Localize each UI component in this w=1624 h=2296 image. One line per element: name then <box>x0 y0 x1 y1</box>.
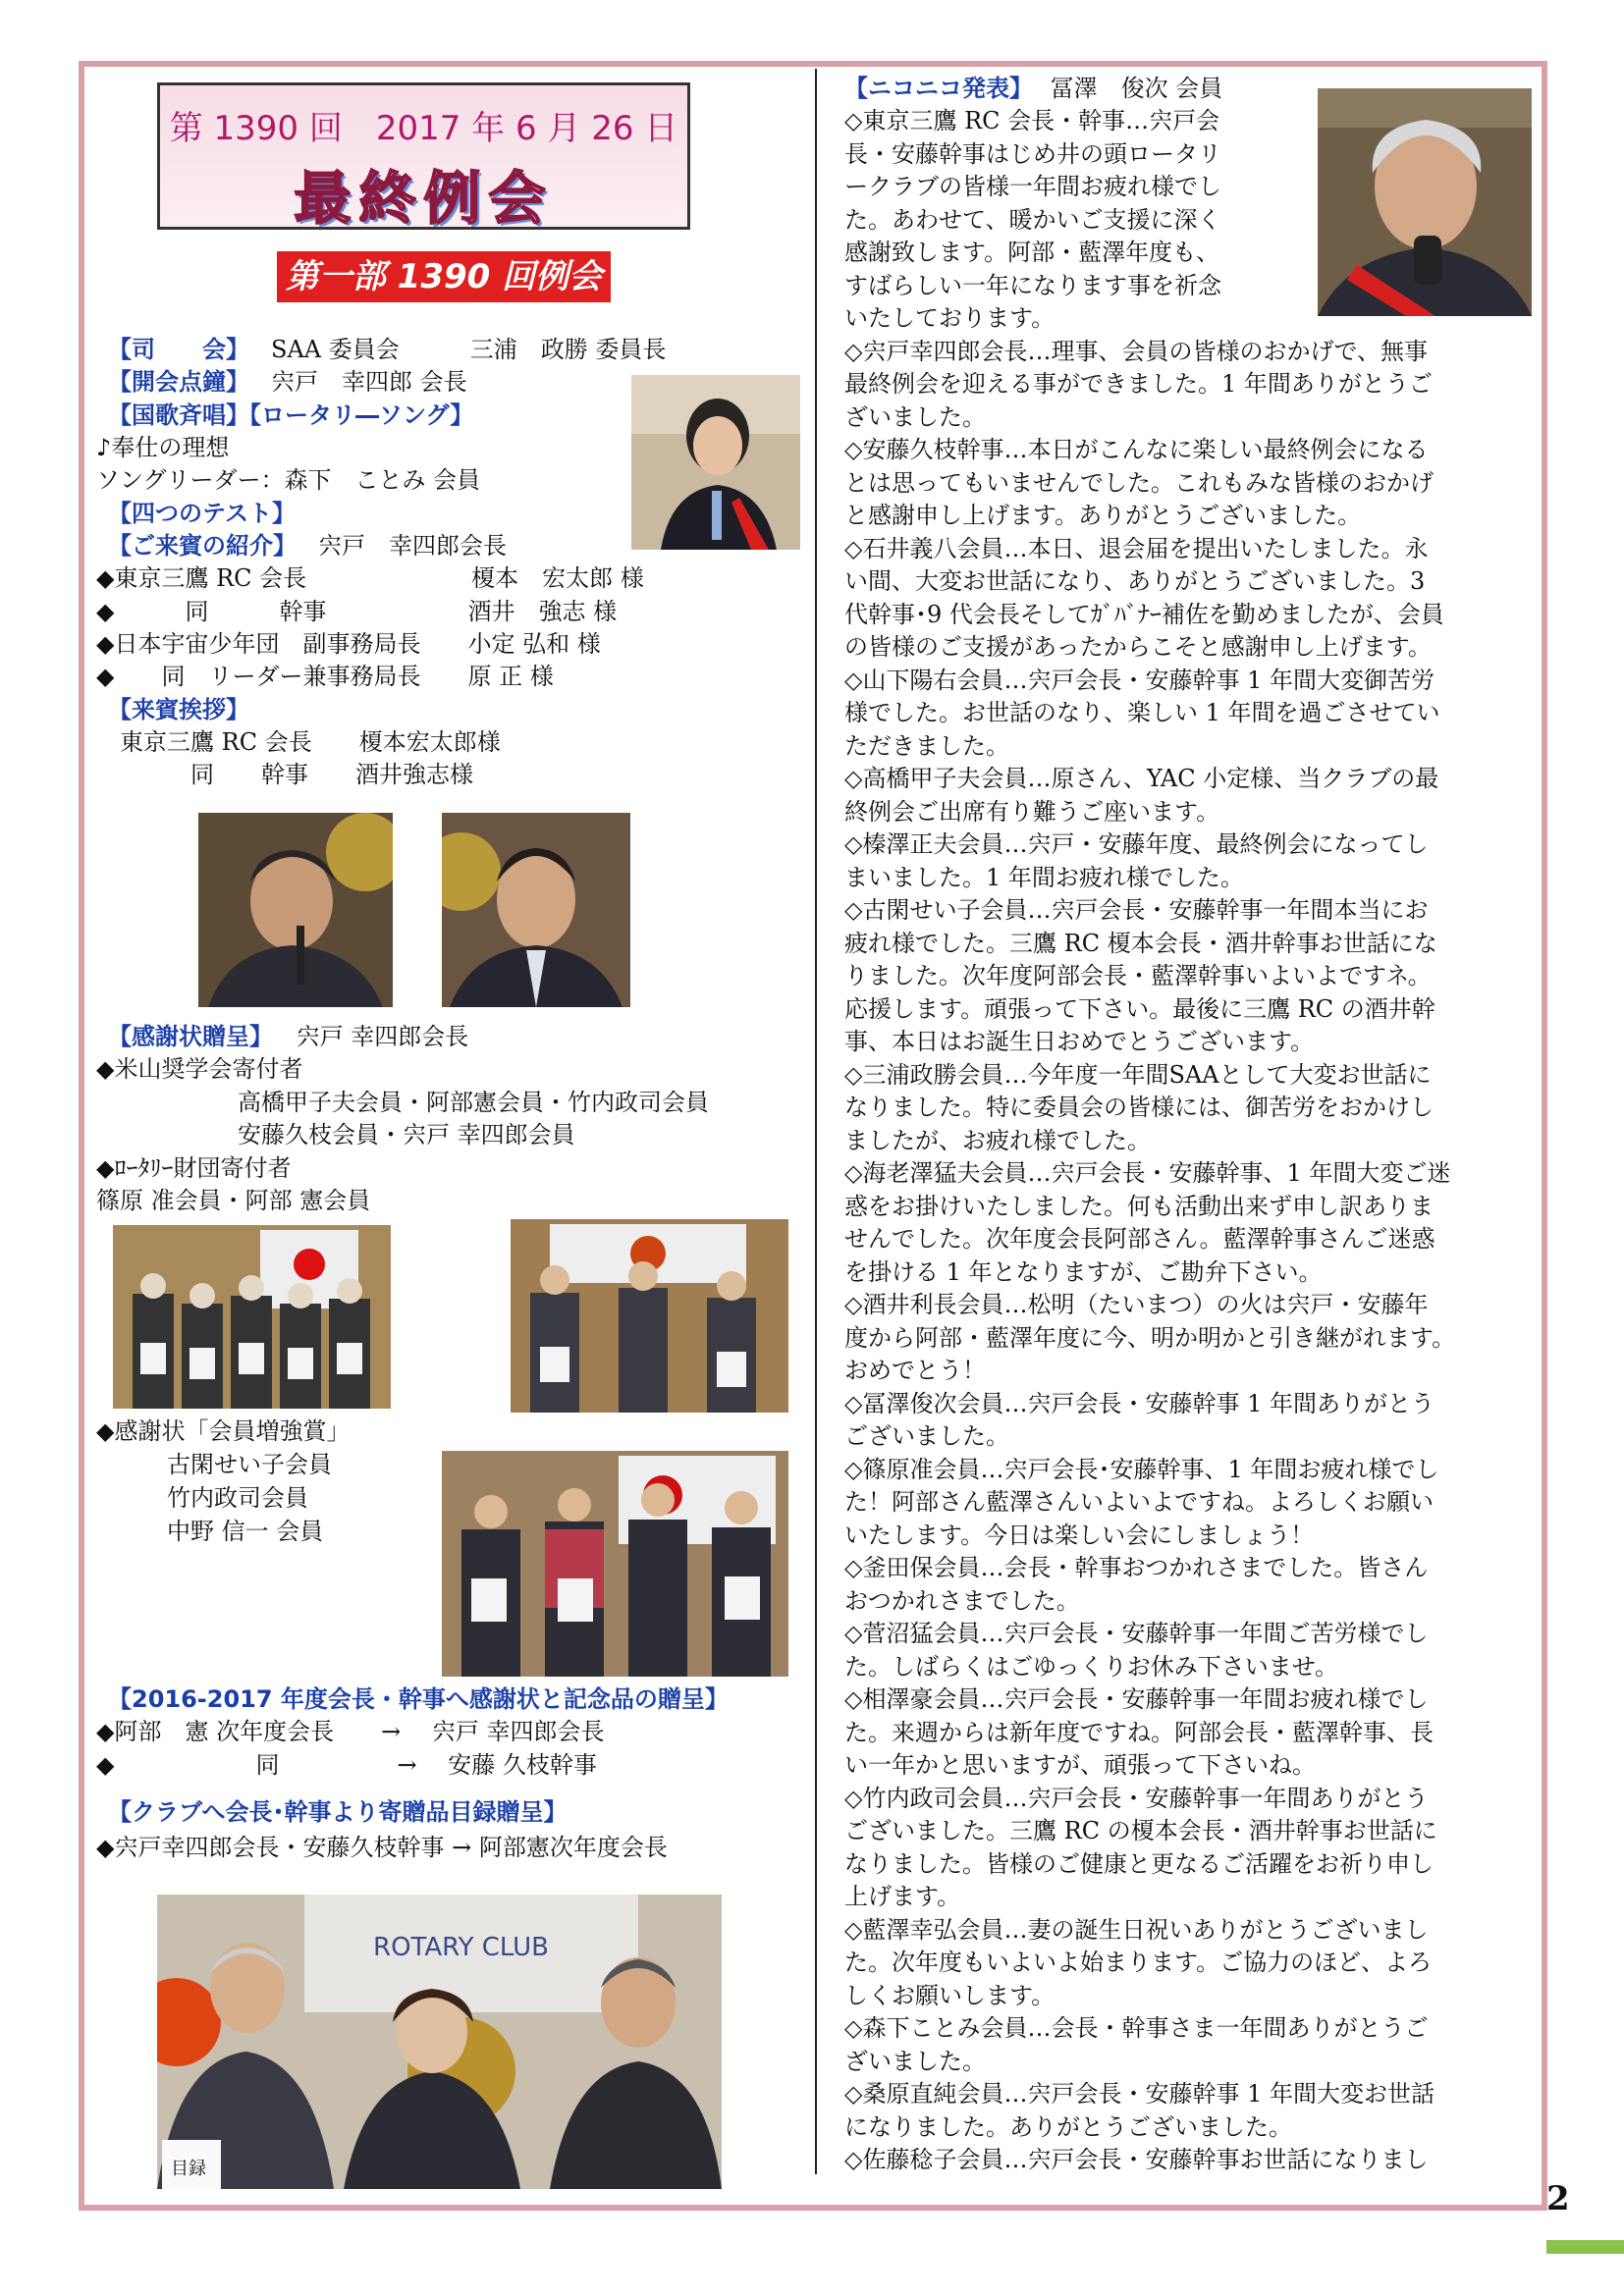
niko-message-line: 長・安藤幹事はじめ井の頭ロータリ <box>844 139 1221 168</box>
meeting-date: 第 1390 回 2017 年 6 月 26 日 <box>169 109 678 148</box>
program-line <box>96 661 554 692</box>
niko-message-line: 上げます。 <box>844 1883 961 1910</box>
club-gift-heading: 【クラブへ会長･幹事より寄贈品目録贈呈】 <box>108 1798 568 1826</box>
niko-message-line: 惑をお掛けいたしました。何も活動出来ず申し訳ありま <box>844 1192 1434 1220</box>
niko-message-line: りました。次年度阿部会長・藍澤幹事いよいよですネ。 <box>844 962 1432 989</box>
niko-message-line: ◇海老澤猛夫会員…宍戸会長・安藤幹事、1 年間大変ご迷 <box>844 1159 1451 1187</box>
meeting-title-box <box>157 82 690 230</box>
niko-message-line: なりました。皆様のご健康と更なるご活躍をお祈り申し <box>844 1849 1434 1878</box>
membership-row <box>96 1482 308 1514</box>
niko-message-line: ◇石井義八会員…本日、退会届を提出いたしました。永 <box>844 534 1429 562</box>
membership-line: ◆感謝状「会員増強賞」 <box>96 1417 351 1445</box>
program-line <box>96 596 617 627</box>
award-row <box>96 1119 575 1150</box>
niko-message-line: た。あわせて、暖かいご支援に深く <box>844 205 1221 234</box>
niko-message-line: 終例会ご出席有り難うご座います。 <box>844 797 1220 826</box>
membership-line: 竹内政司会員 <box>96 1484 308 1512</box>
niko-message-line: おつかれさまでした。 <box>844 1586 1080 1615</box>
award-row <box>96 1152 291 1184</box>
program-line <box>96 726 501 758</box>
niko-message-line: ざいました。 <box>844 2047 986 2075</box>
gift-row <box>96 1716 604 1747</box>
program-line <box>96 759 473 790</box>
gift-catalog-text: 目録 <box>171 2159 206 2179</box>
gift-line: ◆ 同 → 安藤 久枝幹事 <box>96 1751 597 1779</box>
membership-line: 中野 信一 会員 <box>96 1518 324 1545</box>
program-line <box>96 628 601 660</box>
program-label: 【国歌斉唱】【ロータリ―ソング】 <box>108 401 474 429</box>
program-text: ◆日本宇宙少年団 副事務局長 小定 弘和 様 <box>96 630 601 658</box>
rotary-club-banner-text: ROTARY CLUB <box>373 1933 549 1962</box>
award-presenter: 宍戸 幸四郎会長 <box>296 1023 469 1050</box>
niko-message-line: の皆様のご支援があったからこそと感謝申し上げます。 <box>844 633 1432 661</box>
niko-message-line: た。次年度もいよいよ始まります。ご協力のほど、よろ <box>844 1949 1433 1976</box>
membership-row <box>96 1516 323 1547</box>
award-heading-row <box>108 1021 468 1052</box>
program-label: 【司 会】 <box>108 336 249 363</box>
niko-message-line: なりました。特に委員会の皆様には、御苦労をおかけし <box>844 1094 1434 1121</box>
niko-presenter: 冨澤 俊次 会員 <box>1050 75 1223 102</box>
gift-presentation-photo <box>157 1895 722 2189</box>
niko-message-line: た。来週からは新年度ですね。阿部会長・藍澤幹事、長 <box>844 1718 1434 1746</box>
program-text: ◆ 同 リーダー兼事務局長 原 正 様 <box>96 663 554 690</box>
niko-message-line: ◇高橋甲子夫会員…原さん、YAC 小定様、当クラブの最 <box>844 765 1439 792</box>
award-row <box>96 1087 709 1118</box>
page-number-bar <box>1546 2240 1624 2254</box>
program-label: 【開会点鐘】 <box>108 368 249 396</box>
part1-heading: 第一部 1390 回例会 <box>277 251 611 302</box>
program-text: ◆東京三鷹 RC 会長 榎本 宏太郎 様 <box>96 564 644 592</box>
gift-line: ◆阿部 憲 次年度会長 → 宍戸 幸四郎会長 <box>96 1718 605 1745</box>
program-text: 宍戸 幸四郎 会長 <box>271 368 467 396</box>
award-heading: 【感謝状贈呈】 <box>108 1023 273 1050</box>
yoneyama-donors-photo <box>113 1225 391 1409</box>
niko-message-line: ざいました。 <box>844 402 986 431</box>
niko-heading-row <box>844 73 1222 106</box>
gift-row <box>96 1749 597 1781</box>
niko-message-line: ◇釜田保会員…会長・幹事おつかれさまでした。皆さん <box>844 1554 1429 1581</box>
niko-message-line: ◇桑原直純会員…宍戸会長・安藤幹事 1 年間大変お世話 <box>844 2080 1435 2108</box>
membership-line: 古閑せい子会員 <box>96 1451 332 1478</box>
niko-message-line: 感謝致します。阿部・藍澤年度も、 <box>844 239 1220 266</box>
niko-heading: 【ニコニコ発表】 <box>844 75 1033 102</box>
niko-message-line: ましたが、お疲れ様でした。 <box>844 1126 1151 1154</box>
song-leader-photo <box>631 375 800 550</box>
niko-message-line: ◇相澤豪会員…宍戸会長・安藤幹事一年間お疲れ様でし <box>844 1685 1429 1713</box>
niko-message-line: 最終例会を迎える事ができました。1 年間ありがとうご <box>844 370 1433 398</box>
niko-message-line: ◇篠原准会員…宍戸会長･安藤幹事、1 年間お疲れ様でし <box>844 1455 1439 1483</box>
niko-message-line: 疲れ様でした。三鷹 RC 榎本会長・酒井幹事お世話にな <box>844 929 1437 957</box>
program-line <box>108 334 666 365</box>
page-number: 2 <box>1546 2179 1570 2218</box>
niko-message-line: とは思ってもいませんでした。これもみな皆様のおかげ <box>844 468 1434 497</box>
niko-message-line: ◇三浦政勝会員…今年度一年間SAAとして大変お世話に <box>844 1060 1432 1089</box>
niko-message-line: た。しばらくはごゆっくりお休み下さいませ。 <box>844 1652 1339 1681</box>
program-line <box>96 464 480 496</box>
niko-message-line: ◇菅沼猛会員…宍戸会長・安藤幹事一年間ご苦労様でし <box>844 1620 1429 1647</box>
niko-message-line: ◇森下ことみ会員…会長・幹事さま一年間ありがとうご <box>844 2014 1429 2042</box>
column-divider <box>815 69 817 2174</box>
niko-message-line: ◇榛澤正夫会員…宍戸・安藤年度、最終例会になってし <box>844 830 1429 858</box>
program-label: 【四つのテスト】 <box>108 500 297 527</box>
award-line: 安藤久枝会員・宍戸 幸四郎会員 <box>96 1121 575 1148</box>
club-gift-line: ◆宍戸幸四郎会長・安藤久枝幹事 → 阿部憲次年度会長 <box>96 1834 668 1861</box>
niko-message-line: い間、大変お世話になり、ありがとうございました。3 <box>844 567 1426 595</box>
award-line: 高橋甲子夫会員・阿部憲会員・竹内政司会員 <box>96 1089 709 1116</box>
program-text: 東京三鷹 RC 会長 榎本宏太郎様 <box>96 728 501 756</box>
niko-message-line: ◇東京三鷹 RC 会長・幹事…宍戸会 <box>844 107 1220 134</box>
foundation-donors-photo <box>511 1219 788 1413</box>
niko-message-line: せんでした。次年度会長阿部さん。藍澤幹事さんご迷惑 <box>844 1225 1435 1253</box>
membership-row <box>96 1415 350 1447</box>
niko-message-line: になりました。ありがとうございました。 <box>844 2112 1292 2141</box>
program-text: ◆ 同 幹事 酒井 強志 様 <box>96 598 618 625</box>
membership-award-photo <box>442 1451 788 1677</box>
niko-message-line: ◇安藤久枝幹事…本日がこんなに楽しい最終例会になる <box>844 436 1429 463</box>
niko-message-line: ◇佐藤稔子会員…宍戸会長・安藤幹事お世話になりまし <box>844 2146 1429 2173</box>
program-text: SAA 委員会 三浦 政勝 委員長 <box>271 336 667 363</box>
niko-message-line: ◇宍戸幸四郎会長…理事、会員の皆様のおかげで、無事 <box>844 337 1428 365</box>
gift-heading: 【2016-2017 年度会長・幹事へ感謝状と記念品の贈呈】 <box>108 1685 729 1713</box>
niko-message-line: ございました。 <box>844 1422 1009 1450</box>
niko-message-line: 様でした。お世話のなり、楽しい 1 年間を過ごさせてい <box>844 699 1440 726</box>
niko-message-line: ただきました。 <box>844 731 1009 760</box>
niko-message-line: た！阿部さん藍澤さんいよいよですね。よろしくお願い <box>844 1488 1434 1516</box>
program-line <box>108 400 473 431</box>
niko-message-line: 代幹事･9 代会長そしてｶﾞﾊﾞﾅｰ補佐を勤めましたが、会員 <box>844 600 1444 628</box>
program-line <box>108 498 296 529</box>
niko-message-line: ークラブの皆様一年間お疲れ様でし <box>844 173 1221 200</box>
award-row <box>96 1053 302 1085</box>
niko-message-line: まいました。1 年間お疲れ様でした。 <box>844 863 1244 891</box>
program-line <box>96 562 644 594</box>
program-line <box>108 530 507 561</box>
membership-row <box>96 1449 332 1480</box>
niko-message-line: すばらしい一年になります事を祈念 <box>844 271 1221 299</box>
niko-message-line: と感謝申し上げます。ありがとうございました。 <box>844 502 1362 529</box>
program-text: 宍戸 幸四郎会長 <box>318 532 507 560</box>
award-row <box>96 1185 370 1216</box>
program-label: 【ご来賓の紹介】 <box>108 532 297 560</box>
program-text: 同 幹事 酒井強志様 <box>96 761 473 788</box>
niko-message-line: いたしております。 <box>844 304 1056 332</box>
niko-message-line: 応援します。頑張って下さい。最後に三鷹 RC の酒井幹 <box>844 994 1435 1023</box>
niko-message-line: い一年かと思いますが、頑張って下さいね。 <box>844 1751 1316 1779</box>
program-label: 【来賓挨拶】 <box>108 696 249 723</box>
guest-president-photo <box>198 813 393 1007</box>
niko-message-line: ◇冨澤俊次会員…宍戸会長・安藤幹事 1 年間ありがとう <box>844 1389 1435 1417</box>
program-text: ♪奉仕の理想 <box>96 434 230 461</box>
program-text: ソングリーダー：森下 ことみ 会員 <box>96 466 481 494</box>
niko-message-line: ◇藍澤幸弘会員…妻の誕生日祝いありがとうございまし <box>844 1915 1429 1944</box>
niko-presenter-photo <box>1318 88 1532 316</box>
award-line: ◆米山奨学会寄付者 <box>96 1055 303 1083</box>
niko-message-line: ◇山下陽右会員…宍戸会長・安藤幹事 1 年間大変御苦労 <box>844 666 1435 694</box>
niko-message-line: 度から阿部・藍澤年度に今、明か明かと引き継がれます。 <box>844 1323 1456 1352</box>
niko-message-line: ございました。三鷹 RC の榎本会長・酒井幹事お世話に <box>844 1817 1437 1844</box>
guest-secretary-photo <box>442 813 630 1007</box>
niko-message-line: しくお願いします。 <box>844 1981 1056 2009</box>
niko-message-line: を掛ける 1 年となりますが、ご勘弁下さい。 <box>844 1257 1323 1286</box>
niko-message-line: ◇古閑せい子会員…宍戸会長・安藤幹事一年間本当にお <box>844 896 1429 924</box>
program-line <box>108 366 467 398</box>
niko-message-line: ◇竹内政司会員…宍戸会長・安藤幹事一年間ありがとう <box>844 1784 1429 1812</box>
niko-message-line: いたします。今日は楽しい会にしましょう！ <box>844 1521 1315 1549</box>
program-line <box>108 694 249 725</box>
niko-message-line: ◇酒井利長会員…松明（たいまつ）の火は宍戸・安藤年 <box>844 1291 1429 1318</box>
award-line: ◆ﾛｰﾀﾘｰ財団寄付者 <box>96 1154 292 1182</box>
final-meeting-banner: 最終例会 <box>294 165 554 232</box>
program-line <box>96 432 229 463</box>
niko-message-line: おめでとう！ <box>844 1357 986 1384</box>
niko-message-line: 事、本日はお誕生日おめでとうございます。 <box>844 1028 1315 1055</box>
award-line: 篠原 准会員・阿部 憲会員 <box>96 1187 371 1214</box>
